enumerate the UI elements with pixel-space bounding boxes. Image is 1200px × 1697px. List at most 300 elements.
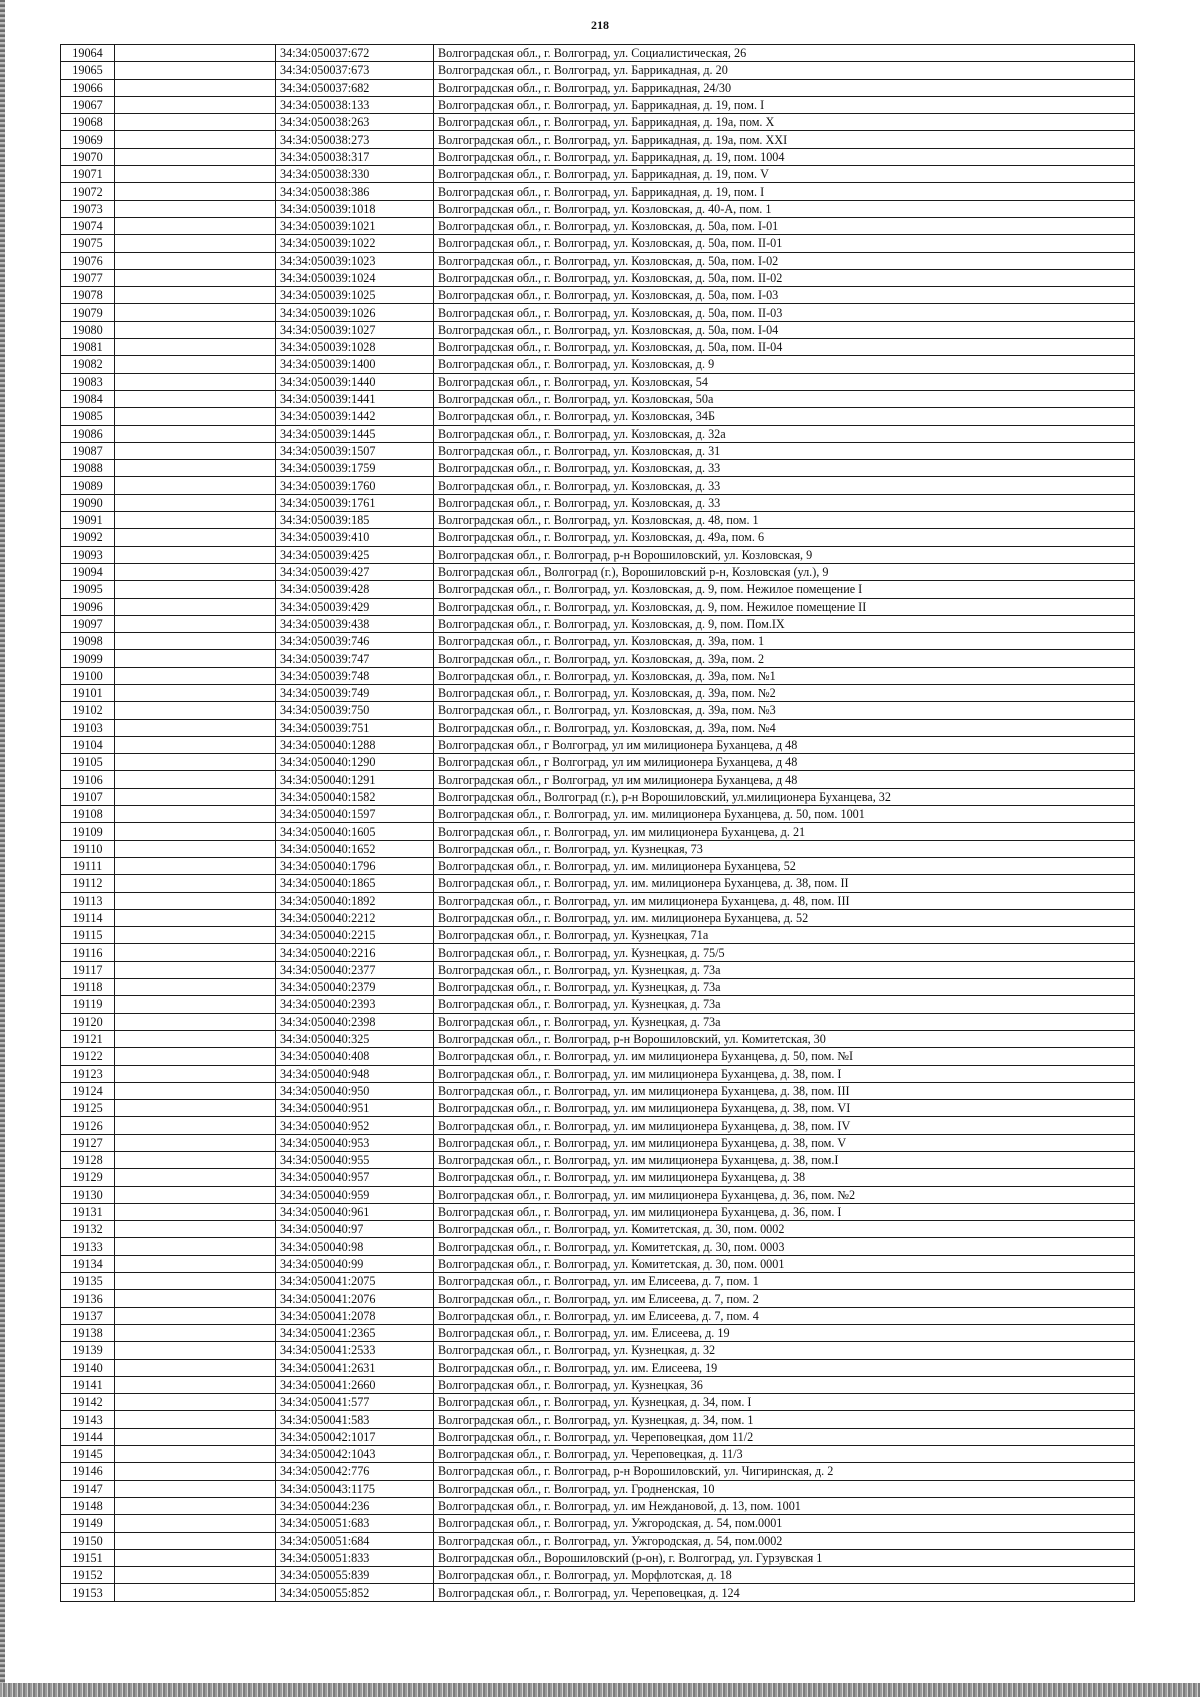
cadastral-number-cell: 34:34:050051:684 bbox=[276, 1532, 434, 1549]
empty-cell bbox=[115, 200, 276, 217]
table-row bbox=[61, 892, 1135, 909]
address-cell: Волгоградская обл., г. Волгоград, ул. им Неждановой, д. 13, пом. 1001 bbox=[434, 1497, 1135, 1514]
address-cell: Волгоградская обл., г. Волгоград, ул. им милиционера Буханцева, д. 38, пом. V bbox=[434, 1134, 1135, 1151]
empty-cell bbox=[115, 1307, 276, 1324]
empty-cell bbox=[115, 546, 276, 563]
row-number-cell: 19092 bbox=[61, 529, 115, 546]
empty-cell bbox=[115, 771, 276, 788]
empty-cell bbox=[115, 806, 276, 823]
address-cell: Волгоградская обл., г. Волгоград, ул. Гродненская, 10 bbox=[434, 1480, 1135, 1497]
address-cell: Волгоградская обл., г. Волгоград, ул. Кузнецкая, д. 73а bbox=[434, 979, 1135, 996]
empty-cell bbox=[115, 840, 276, 857]
cadastral-number-cell: 34:34:050040:955 bbox=[276, 1152, 434, 1169]
table-row bbox=[61, 944, 1135, 961]
cadastral-number-cell: 34:34:050041:2533 bbox=[276, 1342, 434, 1359]
cadastral-number-cell: 34:34:050039:746 bbox=[276, 633, 434, 650]
empty-cell bbox=[115, 1186, 276, 1203]
table-row bbox=[61, 1290, 1135, 1307]
empty-cell bbox=[115, 1428, 276, 1445]
empty-cell bbox=[115, 1117, 276, 1134]
row-number-cell: 19093 bbox=[61, 546, 115, 563]
empty-cell bbox=[115, 494, 276, 511]
empty-cell bbox=[115, 1480, 276, 1497]
table-row bbox=[61, 1152, 1135, 1169]
cadastral-number-cell: 34:34:050041:2660 bbox=[276, 1376, 434, 1393]
empty-cell bbox=[115, 62, 276, 79]
cadastral-number-cell: 34:34:050038:273 bbox=[276, 131, 434, 148]
row-number-cell: 19074 bbox=[61, 217, 115, 234]
row-number-cell: 19151 bbox=[61, 1549, 115, 1566]
row-number-cell: 19072 bbox=[61, 183, 115, 200]
table-row bbox=[61, 425, 1135, 442]
table-row bbox=[61, 494, 1135, 511]
address-cell: Волгоградская обл., г Волгоград, ул им милиционера Буханцева, д 48 bbox=[434, 754, 1135, 771]
row-number-cell: 19110 bbox=[61, 840, 115, 857]
cadastral-number-cell: 34:34:050040:2216 bbox=[276, 944, 434, 961]
address-cell: Волгоградская обл., г. Волгоград, ул. Козловская, д. 50а, пом. II-03 bbox=[434, 304, 1135, 321]
empty-cell bbox=[115, 287, 276, 304]
table-row bbox=[61, 857, 1135, 874]
row-number-cell: 19113 bbox=[61, 892, 115, 909]
empty-cell bbox=[115, 1359, 276, 1376]
cadastral-number-cell: 34:34:050039:1026 bbox=[276, 304, 434, 321]
empty-cell bbox=[115, 1584, 276, 1601]
cadastral-number-cell: 34:34:050040:961 bbox=[276, 1203, 434, 1220]
table-row bbox=[61, 460, 1135, 477]
cadastral-number-cell: 34:34:050038:263 bbox=[276, 114, 434, 131]
row-number-cell: 19139 bbox=[61, 1342, 115, 1359]
row-number-cell: 19126 bbox=[61, 1117, 115, 1134]
table-row bbox=[61, 321, 1135, 338]
empty-cell bbox=[115, 1567, 276, 1584]
address-cell: Волгоградская обл., г. Волгоград, ул. Козловская, д. 48, пом. 1 bbox=[434, 512, 1135, 529]
address-cell: Волгоградская обл., г. Волгоград, ул. им Елисеева, д. 7, пом. 4 bbox=[434, 1307, 1135, 1324]
address-cell: Волгоградская обл., г. Волгоград, ул. им милиционера Буханцева, д. 38, пом. VI bbox=[434, 1100, 1135, 1117]
table-row bbox=[61, 927, 1135, 944]
cadastral-number-cell: 34:34:050039:1760 bbox=[276, 477, 434, 494]
empty-cell bbox=[115, 788, 276, 805]
cadastral-number-cell: 34:34:050039:1761 bbox=[276, 494, 434, 511]
empty-cell bbox=[115, 390, 276, 407]
table-row bbox=[61, 1307, 1135, 1324]
address-cell: Волгоградская обл., г. Волгоград, ул. Козловская, д. 33 bbox=[434, 460, 1135, 477]
empty-cell bbox=[115, 1394, 276, 1411]
cadastral-number-cell: 34:34:050040:1597 bbox=[276, 806, 434, 823]
row-number-cell: 19117 bbox=[61, 961, 115, 978]
address-cell: Волгоградская обл., г. Волгоград, ул. Козловская, д. 9, пом. Нежилое помещение I bbox=[434, 581, 1135, 598]
table-row bbox=[61, 1428, 1135, 1445]
empty-cell bbox=[115, 909, 276, 926]
cadastral-number-cell: 34:34:050040:1291 bbox=[276, 771, 434, 788]
empty-cell bbox=[115, 79, 276, 96]
cadastral-number-cell: 34:34:050040:2393 bbox=[276, 996, 434, 1013]
empty-cell bbox=[115, 1238, 276, 1255]
table-row bbox=[61, 1446, 1135, 1463]
empty-cell bbox=[115, 1048, 276, 1065]
table-row bbox=[61, 96, 1135, 113]
cadastral-number-cell: 34:34:050040:1582 bbox=[276, 788, 434, 805]
row-number-cell: 19065 bbox=[61, 62, 115, 79]
row-number-cell: 19108 bbox=[61, 806, 115, 823]
row-number-cell: 19146 bbox=[61, 1463, 115, 1480]
address-cell: Волгоградская обл., г. Волгоград, ул. Кузнецкая, 73 bbox=[434, 840, 1135, 857]
address-cell: Волгоградская обл., г. Волгоград, ул. Козловская, д. 31 bbox=[434, 442, 1135, 459]
row-number-cell: 19068 bbox=[61, 114, 115, 131]
row-number-cell: 19094 bbox=[61, 563, 115, 580]
address-cell: Волгоградская обл., г. Волгоград, ул. им милиционера Буханцева, д. 38 bbox=[434, 1169, 1135, 1186]
empty-cell bbox=[115, 252, 276, 269]
cadastral-number-cell: 34:34:050040:325 bbox=[276, 1030, 434, 1047]
row-number-cell: 19141 bbox=[61, 1376, 115, 1393]
table-row bbox=[61, 736, 1135, 753]
address-cell: Волгоградская обл., г. Волгоград, ул. Череповецкая, дом 11/2 bbox=[434, 1428, 1135, 1445]
cadastral-number-cell: 34:34:050039:1442 bbox=[276, 408, 434, 425]
address-cell: Волгоградская обл., г. Волгоград, ул. Кузнецкая, д. 75/5 bbox=[434, 944, 1135, 961]
address-cell: Волгоградская обл., г. Волгоград, ул. Козловская, д. 9 bbox=[434, 356, 1135, 373]
row-number-cell: 19085 bbox=[61, 408, 115, 425]
empty-cell bbox=[115, 927, 276, 944]
address-cell: Волгоградская обл., г. Волгоград, ул. Кузнецкая, д. 73а bbox=[434, 1013, 1135, 1030]
row-number-cell: 19095 bbox=[61, 581, 115, 598]
address-cell: Волгоградская обл., г. Волгоград, р-н Ворошиловский, ул. Чигиринская, д. 2 bbox=[434, 1463, 1135, 1480]
row-number-cell: 19119 bbox=[61, 996, 115, 1013]
address-cell: Волгоградская обл., г. Волгоград, ул. им. милиционера Буханцева, д. 52 bbox=[434, 909, 1135, 926]
empty-cell bbox=[115, 702, 276, 719]
cadastral-number-cell: 34:34:050039:427 bbox=[276, 563, 434, 580]
table-row bbox=[61, 806, 1135, 823]
empty-cell bbox=[115, 1152, 276, 1169]
address-cell: Волгоградская обл., г. Волгоград, ул. им. Елисеева, д. 19 bbox=[434, 1324, 1135, 1341]
address-cell: Волгоградская обл., г. Волгоград, ул. Кузнецкая, 71а bbox=[434, 927, 1135, 944]
table-row bbox=[61, 1065, 1135, 1082]
table-row bbox=[61, 1169, 1135, 1186]
address-cell: Волгоградская обл., г. Волгоград, ул. им. Елисеева, 19 bbox=[434, 1359, 1135, 1376]
address-cell: Волгоградская обл., г. Волгоград, ул. Баррикадная, д. 19а, пом. X bbox=[434, 114, 1135, 131]
row-number-cell: 19140 bbox=[61, 1359, 115, 1376]
empty-cell bbox=[115, 1549, 276, 1566]
row-number-cell: 19081 bbox=[61, 339, 115, 356]
table-row bbox=[61, 1567, 1135, 1584]
address-cell: Волгоградская обл., г. Волгоград, ул. Комитетская, д. 30, пом. 0003 bbox=[434, 1238, 1135, 1255]
empty-cell bbox=[115, 1134, 276, 1151]
table-row bbox=[61, 979, 1135, 996]
table-row bbox=[61, 719, 1135, 736]
row-number-cell: 19128 bbox=[61, 1152, 115, 1169]
cadastral-number-cell: 34:34:050040:1796 bbox=[276, 857, 434, 874]
row-number-cell: 19118 bbox=[61, 979, 115, 996]
row-number-cell: 19121 bbox=[61, 1030, 115, 1047]
row-number-cell: 19152 bbox=[61, 1567, 115, 1584]
table-row bbox=[61, 1117, 1135, 1134]
row-number-cell: 19144 bbox=[61, 1428, 115, 1445]
empty-cell bbox=[115, 615, 276, 632]
row-number-cell: 19153 bbox=[61, 1584, 115, 1601]
table-row bbox=[61, 1342, 1135, 1359]
table-row bbox=[61, 1480, 1135, 1497]
address-cell: Волгоградская обл., г. Волгоград, р-н Ворошиловский, ул. Козловская, 9 bbox=[434, 546, 1135, 563]
table-row bbox=[61, 1134, 1135, 1151]
cadastral-number-cell: 34:34:050039:1507 bbox=[276, 442, 434, 459]
row-number-cell: 19069 bbox=[61, 131, 115, 148]
empty-cell bbox=[115, 754, 276, 771]
address-cell: Волгоградская обл., г. Волгоград, ул. им милиционера Буханцева, д. 38, пом. I bbox=[434, 1065, 1135, 1082]
registry-table-body bbox=[61, 45, 1135, 1602]
row-number-cell: 19130 bbox=[61, 1186, 115, 1203]
address-cell: Волгоградская обл., г. Волгоград, ул. Кузнецкая, 36 bbox=[434, 1376, 1135, 1393]
cadastral-number-cell: 34:34:050039:410 bbox=[276, 529, 434, 546]
table-row bbox=[61, 148, 1135, 165]
table-row bbox=[61, 633, 1135, 650]
table-row bbox=[61, 754, 1135, 771]
table-row bbox=[61, 408, 1135, 425]
table-row bbox=[61, 529, 1135, 546]
empty-cell bbox=[115, 477, 276, 494]
cadastral-number-cell: 34:34:050040:957 bbox=[276, 1169, 434, 1186]
address-cell: Волгоградская обл., г. Волгоград, ул. Козловская, д. 50а, пом. I-02 bbox=[434, 252, 1135, 269]
address-cell: Волгоградская обл., г Волгоград, ул им милиционера Буханцева, д 48 bbox=[434, 771, 1135, 788]
row-number-cell: 19099 bbox=[61, 650, 115, 667]
table-row bbox=[61, 615, 1135, 632]
table-row bbox=[61, 909, 1135, 926]
table-row bbox=[61, 217, 1135, 234]
cadastral-number-cell: 34:34:050039:1023 bbox=[276, 252, 434, 269]
address-cell: Волгоградская обл., г. Волгоград, ул. им. милиционера Буханцева, д. 38, пом. II bbox=[434, 875, 1135, 892]
table-row bbox=[61, 200, 1135, 217]
table-row bbox=[61, 702, 1135, 719]
table-row bbox=[61, 1082, 1135, 1099]
address-cell: Волгоградская обл., г. Волгоград, ул. Баррикадная, д. 20 bbox=[434, 62, 1135, 79]
table-row bbox=[61, 875, 1135, 892]
empty-cell bbox=[115, 1013, 276, 1030]
address-cell: Волгоградская обл., г. Волгоград, ул. Козловская, д. 49а, пом. 6 bbox=[434, 529, 1135, 546]
row-number-cell: 19107 bbox=[61, 788, 115, 805]
cadastral-number-cell: 34:34:050040:948 bbox=[276, 1065, 434, 1082]
cadastral-number-cell: 34:34:050040:2379 bbox=[276, 979, 434, 996]
empty-cell bbox=[115, 269, 276, 286]
address-cell: Волгоградская обл., г. Волгоград, ул. Козловская, д. 50а, пом. I-01 bbox=[434, 217, 1135, 234]
row-number-cell: 19091 bbox=[61, 512, 115, 529]
empty-cell bbox=[115, 217, 276, 234]
empty-cell bbox=[115, 1463, 276, 1480]
address-cell: Волгоградская обл., г. Волгоград, ул. Козловская, д. 50а, пом. II-02 bbox=[434, 269, 1135, 286]
empty-cell bbox=[115, 1411, 276, 1428]
row-number-cell: 19096 bbox=[61, 598, 115, 615]
empty-cell bbox=[115, 650, 276, 667]
cadastral-number-cell: 34:34:050039:185 bbox=[276, 512, 434, 529]
table-row bbox=[61, 1411, 1135, 1428]
table-row bbox=[61, 1238, 1135, 1255]
empty-cell bbox=[115, 304, 276, 321]
row-number-cell: 19135 bbox=[61, 1273, 115, 1290]
row-number-cell: 19073 bbox=[61, 200, 115, 217]
cadastral-number-cell: 34:34:050042:1043 bbox=[276, 1446, 434, 1463]
cadastral-number-cell: 34:34:050040:959 bbox=[276, 1186, 434, 1203]
table-row bbox=[61, 287, 1135, 304]
table-row bbox=[61, 131, 1135, 148]
empty-cell bbox=[115, 321, 276, 338]
empty-cell bbox=[115, 961, 276, 978]
table-row bbox=[61, 667, 1135, 684]
empty-cell bbox=[115, 563, 276, 580]
row-number-cell: 19080 bbox=[61, 321, 115, 338]
cadastral-number-cell: 34:34:050040:1290 bbox=[276, 754, 434, 771]
row-number-cell: 19102 bbox=[61, 702, 115, 719]
row-number-cell: 19070 bbox=[61, 148, 115, 165]
table-row bbox=[61, 1584, 1135, 1601]
cadastral-number-cell: 34:34:050040:97 bbox=[276, 1221, 434, 1238]
address-cell: Волгоградская обл., г Волгоград, ул им милиционера Буханцева, д 48 bbox=[434, 736, 1135, 753]
empty-cell bbox=[115, 684, 276, 701]
address-cell: Волгоградская обл., г. Волгоград, ул. Баррикадная, д. 19, пом. 1004 bbox=[434, 148, 1135, 165]
address-cell: Волгоградская обл., г. Волгоград, ул. Баррикадная, д. 19а, пом. XXI bbox=[434, 131, 1135, 148]
table-row bbox=[61, 1048, 1135, 1065]
empty-cell bbox=[115, 1082, 276, 1099]
empty-cell bbox=[115, 979, 276, 996]
row-number-cell: 19103 bbox=[61, 719, 115, 736]
empty-cell bbox=[115, 667, 276, 684]
address-cell: Волгоградская обл., г. Волгоград, ул. Козловская, д. 9, пом. Пом.IX bbox=[434, 615, 1135, 632]
address-cell: Волгоградская обл., г. Волгоград, ул. им. милиционера Буханцева, 52 bbox=[434, 857, 1135, 874]
empty-cell bbox=[115, 529, 276, 546]
address-cell: Волгоградская обл., г. Волгоград, ул. им милиционера Буханцева, д. 38, пом. IV bbox=[434, 1117, 1135, 1134]
address-cell: Волгоградская обл., г. Волгоград, ул. Козловская, д. 40-А, пом. 1 bbox=[434, 200, 1135, 217]
cadastral-number-cell: 34:34:050038:330 bbox=[276, 166, 434, 183]
row-number-cell: 19134 bbox=[61, 1255, 115, 1272]
cadastral-number-cell: 34:34:050039:1027 bbox=[276, 321, 434, 338]
cadastral-number-cell: 34:34:050039:1440 bbox=[276, 373, 434, 390]
row-number-cell: 19123 bbox=[61, 1065, 115, 1082]
row-number-cell: 19116 bbox=[61, 944, 115, 961]
cadastral-number-cell: 34:34:050040:2377 bbox=[276, 961, 434, 978]
row-number-cell: 19147 bbox=[61, 1480, 115, 1497]
cadastral-number-cell: 34:34:050043:1175 bbox=[276, 1480, 434, 1497]
cadastral-number-cell: 34:34:050041:2075 bbox=[276, 1273, 434, 1290]
cadastral-number-cell: 34:34:050040:98 bbox=[276, 1238, 434, 1255]
address-cell: Волгоградская обл., г. Волгоград, ул. Козловская, д. 50а, пом. I-04 bbox=[434, 321, 1135, 338]
address-cell: Волгоградская обл., г. Волгоград, ул. Череповецкая, д. 11/3 bbox=[434, 1446, 1135, 1463]
address-cell: Волгоградская обл., г. Волгоград, ул. им милиционера Буханцева, д. 48, пом. III bbox=[434, 892, 1135, 909]
row-number-cell: 19105 bbox=[61, 754, 115, 771]
address-cell: Волгоградская обл., г. Волгоград, ул. Козловская, д. 32а bbox=[434, 425, 1135, 442]
empty-cell bbox=[115, 875, 276, 892]
empty-cell bbox=[115, 823, 276, 840]
address-cell: Волгоградская обл., Волгоград (г.), Ворошиловский р-н, Козловская (ул.), 9 bbox=[434, 563, 1135, 580]
cadastral-number-cell: 34:34:050044:236 bbox=[276, 1497, 434, 1514]
empty-cell bbox=[115, 996, 276, 1013]
cadastral-number-cell: 34:34:050051:683 bbox=[276, 1515, 434, 1532]
empty-cell bbox=[115, 892, 276, 909]
empty-cell bbox=[115, 512, 276, 529]
row-number-cell: 19124 bbox=[61, 1082, 115, 1099]
table-row bbox=[61, 650, 1135, 667]
table-row bbox=[61, 1203, 1135, 1220]
address-cell: Волгоградская обл., г. Волгоград, ул. им милиционера Буханцева, д. 50, пом. №I bbox=[434, 1048, 1135, 1065]
cadastral-number-cell: 34:34:050040:1652 bbox=[276, 840, 434, 857]
cadastral-number-cell: 34:34:050040:408 bbox=[276, 1048, 434, 1065]
row-number-cell: 19084 bbox=[61, 390, 115, 407]
cadastral-number-cell: 34:34:050039:1021 bbox=[276, 217, 434, 234]
row-number-cell: 19112 bbox=[61, 875, 115, 892]
row-number-cell: 19111 bbox=[61, 857, 115, 874]
cadastral-number-cell: 34:34:050040:1288 bbox=[276, 736, 434, 753]
address-cell: Волгоградская обл., г. Волгоград, ул. Козловская, д. 33 bbox=[434, 477, 1135, 494]
table-row bbox=[61, 79, 1135, 96]
cadastral-number-cell: 34:34:050055:839 bbox=[276, 1567, 434, 1584]
table-row bbox=[61, 840, 1135, 857]
cadastral-number-cell: 34:34:050040:1605 bbox=[276, 823, 434, 840]
cadastral-number-cell: 34:34:050039:748 bbox=[276, 667, 434, 684]
empty-cell bbox=[115, 1497, 276, 1514]
cadastral-number-cell: 34:34:050039:1028 bbox=[276, 339, 434, 356]
table-row bbox=[61, 1497, 1135, 1514]
table-row bbox=[61, 1255, 1135, 1272]
table-row bbox=[61, 1463, 1135, 1480]
cadastral-number-cell: 34:34:050038:317 bbox=[276, 148, 434, 165]
row-number-cell: 19149 bbox=[61, 1515, 115, 1532]
table-row bbox=[61, 1013, 1135, 1030]
row-number-cell: 19098 bbox=[61, 633, 115, 650]
address-cell: Волгоградская обл., г. Волгоград, ул. Козловская, д. 39а, пом. №2 bbox=[434, 684, 1135, 701]
address-cell: Волгоградская обл., г. Волгоград, ул. Козловская, д. 9, пом. Нежилое помещение II bbox=[434, 598, 1135, 615]
row-number-cell: 19115 bbox=[61, 927, 115, 944]
address-cell: Волгоградская обл., г. Волгоград, ул. Кузнецкая, д. 32 bbox=[434, 1342, 1135, 1359]
table-row bbox=[61, 788, 1135, 805]
row-number-cell: 19104 bbox=[61, 736, 115, 753]
table-row bbox=[61, 581, 1135, 598]
cadastral-number-cell: 34:34:050038:133 bbox=[276, 96, 434, 113]
table-row bbox=[61, 996, 1135, 1013]
cadastral-number-cell: 34:34:050041:577 bbox=[276, 1394, 434, 1411]
address-cell: Волгоградская обл., г. Волгоград, ул. Баррикадная, д. 19, пом. V bbox=[434, 166, 1135, 183]
table-row bbox=[61, 1532, 1135, 1549]
row-number-cell: 19143 bbox=[61, 1411, 115, 1428]
cadastral-number-cell: 34:34:050038:386 bbox=[276, 183, 434, 200]
table-row bbox=[61, 252, 1135, 269]
address-cell: Волгоградская обл., г. Волгоград, ул. Козловская, д. 50а, пом. II-01 bbox=[434, 235, 1135, 252]
empty-cell bbox=[115, 114, 276, 131]
row-number-cell: 19125 bbox=[61, 1100, 115, 1117]
address-cell: Волгоградская обл., г. Волгоград, ул. Социалистическая, 26 bbox=[434, 45, 1135, 62]
table-row bbox=[61, 684, 1135, 701]
address-cell: Волгоградская обл., г. Волгоград, ул. Козловская, д. 39а, пом. №1 bbox=[434, 667, 1135, 684]
row-number-cell: 19145 bbox=[61, 1446, 115, 1463]
cadastral-number-cell: 34:34:050039:429 bbox=[276, 598, 434, 615]
empty-cell bbox=[115, 736, 276, 753]
cadastral-number-cell: 34:34:050040:953 bbox=[276, 1134, 434, 1151]
table-row bbox=[61, 45, 1135, 62]
address-cell: Волгоградская обл., г. Волгоград, ул. Козловская, д. 50а, пом. II-04 bbox=[434, 339, 1135, 356]
row-number-cell: 19066 bbox=[61, 79, 115, 96]
empty-cell bbox=[115, 166, 276, 183]
cadastral-number-cell: 34:34:050039:438 bbox=[276, 615, 434, 632]
table-row bbox=[61, 62, 1135, 79]
row-number-cell: 19127 bbox=[61, 1134, 115, 1151]
table-row bbox=[61, 598, 1135, 615]
cadastral-number-cell: 34:34:050039:1400 bbox=[276, 356, 434, 373]
row-number-cell: 19131 bbox=[61, 1203, 115, 1220]
registry-table bbox=[60, 44, 1135, 1602]
table-row bbox=[61, 1030, 1135, 1047]
table-row bbox=[61, 304, 1135, 321]
address-cell: Волгоградская обл., г. Волгоград, ул. Ужгородская, д. 54, пом.0002 bbox=[434, 1532, 1135, 1549]
empty-cell bbox=[115, 1169, 276, 1186]
empty-cell bbox=[115, 460, 276, 477]
empty-cell bbox=[115, 633, 276, 650]
row-number-cell: 19106 bbox=[61, 771, 115, 788]
address-cell: Волгоградская обл., г. Волгоград, ул. Баррикадная, д. 19, пом. I bbox=[434, 96, 1135, 113]
cadastral-number-cell: 34:34:050041:583 bbox=[276, 1411, 434, 1428]
address-cell: Волгоградская обл., г. Волгоград, ул. Баррикадная, д. 19, пом. I bbox=[434, 183, 1135, 200]
